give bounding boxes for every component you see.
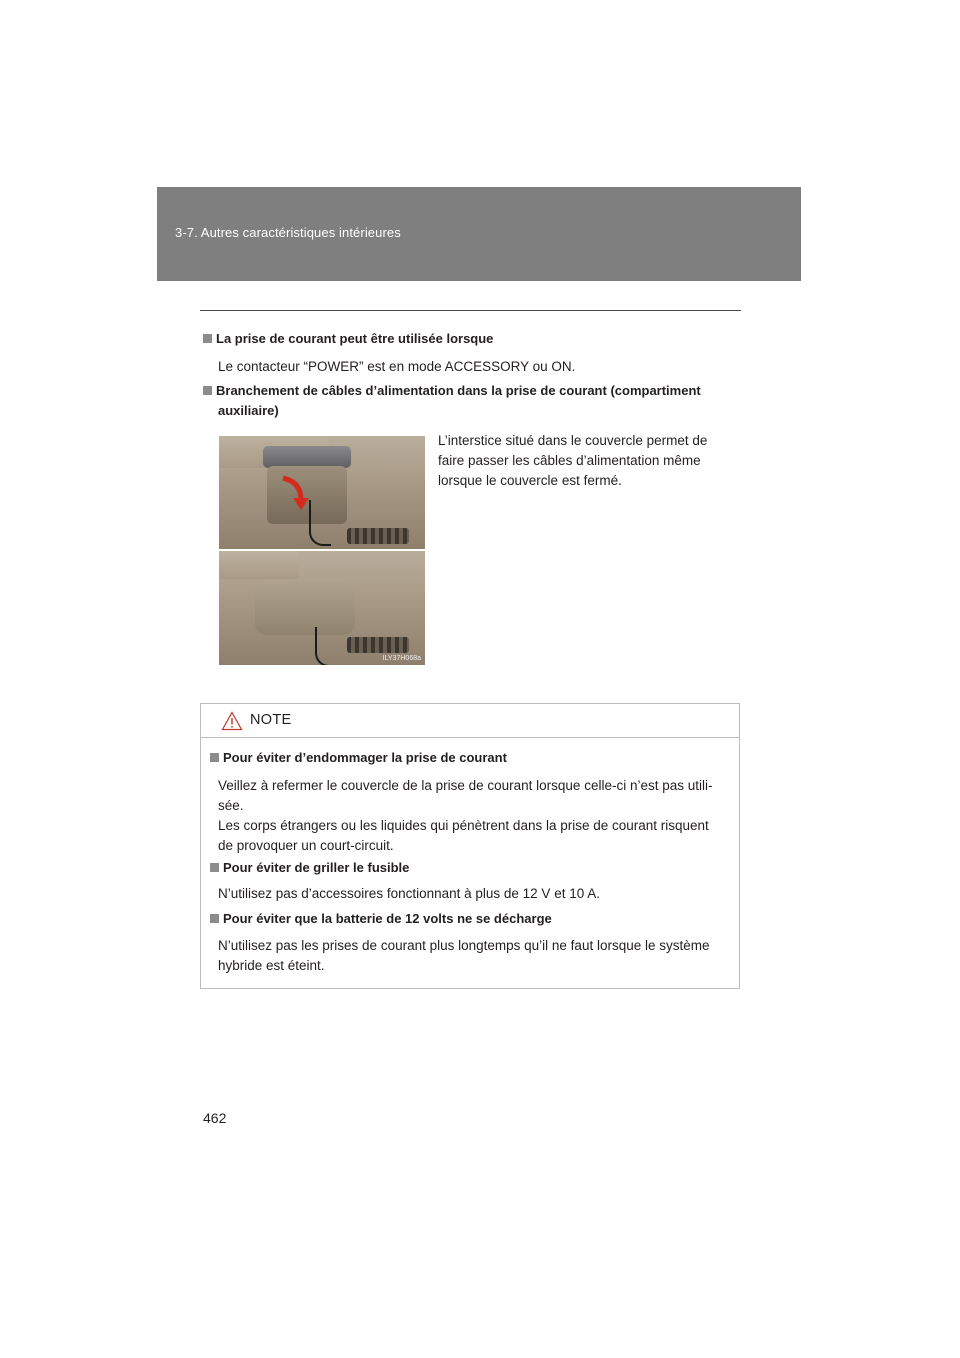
section-header — [157, 187, 801, 281]
photo-open-lid — [219, 436, 425, 549]
note-line: Veillez à refermer le couvercle de la prise de courant lorsque celle-ci n’est pas utili- — [218, 778, 713, 793]
note-item-title-text: Pour éviter de griller le fusible — [223, 860, 410, 875]
figure-caption — [438, 431, 733, 491]
note-item-title-text: Pour éviter d’endommager la prise de courant — [223, 750, 507, 765]
note-item-body — [218, 776, 738, 856]
caption-line: lorsque le couvercle est fermé. — [438, 473, 622, 488]
bullet-square-icon — [203, 334, 212, 343]
open-lid — [263, 446, 351, 468]
closed-lid — [255, 579, 355, 635]
note-title: NOTE — [250, 712, 292, 728]
bullet-square-icon — [203, 386, 212, 395]
item-title-continued: auxiliaire) — [218, 403, 279, 418]
note-line: de provoquer un court-circuit. — [218, 838, 394, 853]
note-header — [201, 704, 739, 738]
note-line: N’utilisez pas les prises de courant plus longtemps qu’il ne faut lorsque le système — [218, 938, 710, 953]
air-vent — [347, 637, 409, 653]
note-line: sée. — [218, 798, 244, 813]
note-item-title — [210, 858, 409, 878]
item-body: Le contacteur “POWER” est en mode ACCESSORY ou ON. — [218, 359, 576, 374]
bullet-square-icon — [210, 914, 219, 923]
note-box — [200, 703, 740, 989]
note-item-title — [210, 909, 552, 929]
air-vent — [347, 528, 409, 544]
image-code: ILY37H068a — [382, 655, 421, 662]
item-title — [203, 381, 701, 401]
power-cable — [309, 500, 331, 546]
item-title-text: La prise de courant peut être utilisée lorsque — [216, 331, 494, 346]
note-item-body — [218, 936, 738, 976]
item-title-text: Branchement de câbles d’alimentation dans la prise de courant (compartiment — [216, 383, 701, 398]
dash-panel — [219, 551, 299, 579]
warning-triangle-icon — [221, 711, 243, 731]
section-title: 3-7. Autres caractéristiques intérieures — [175, 225, 401, 240]
arrow-icon — [279, 474, 309, 514]
note-item-title — [210, 748, 507, 768]
note-item-body — [218, 884, 738, 904]
note-line: Les corps étrangers ou les liquides qui pénètrent dans la prise de courant risquent — [218, 818, 709, 833]
caption-line: faire passer les câbles d’alimentation même — [438, 453, 701, 468]
note-line: hybride est éteint. — [218, 958, 325, 973]
power-cable — [315, 627, 335, 665]
page-number: 462 — [203, 1110, 227, 1126]
photo-closed-lid — [219, 551, 425, 665]
bullet-square-icon — [210, 863, 219, 872]
bullet-square-icon — [210, 753, 219, 762]
caption-line: L’interstice situé dans le couvercle permet de — [438, 433, 708, 448]
item-title — [203, 329, 493, 349]
note-item-title-text: Pour éviter que la batterie de 12 volts ne se décharge — [223, 911, 552, 926]
divider — [200, 310, 741, 311]
note-line: N’utilisez pas d’accessoires fonctionnant à plus de 12 V et 10 A. — [218, 886, 600, 901]
